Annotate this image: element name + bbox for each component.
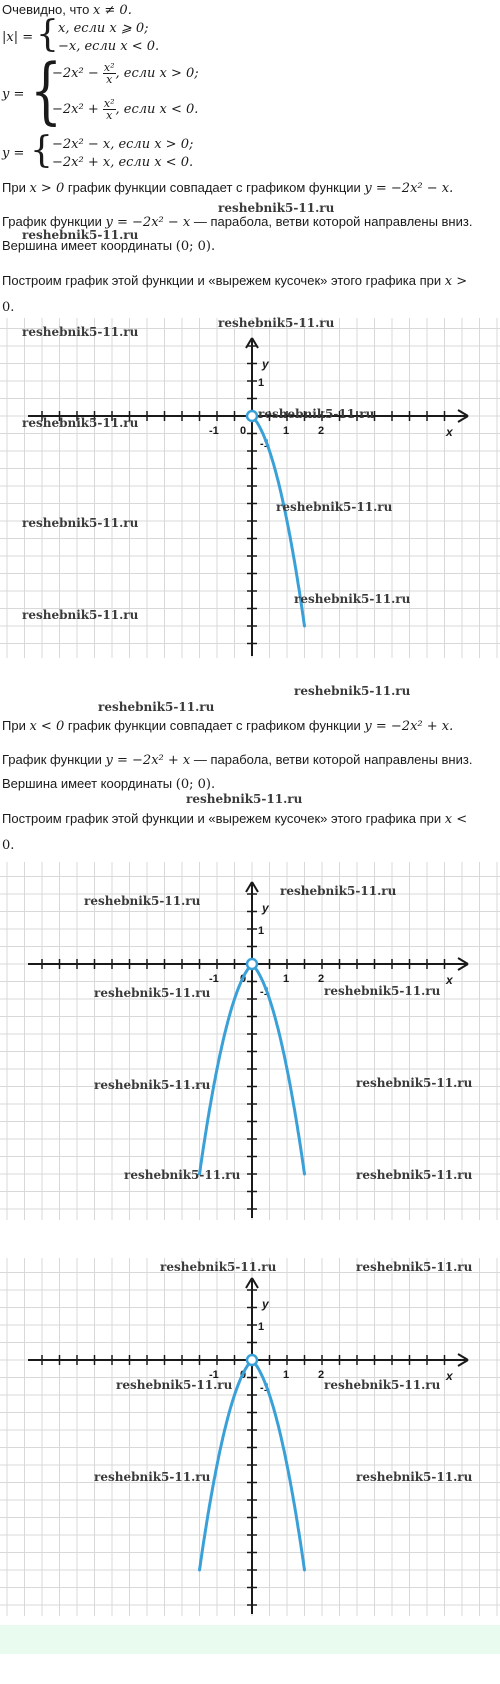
part1-line5: 0. [2, 300, 15, 315]
tick-label-y1: 1 [258, 377, 265, 389]
tick-label-neg1: -1 [209, 425, 219, 437]
tick-label-neg1: -1 [209, 973, 219, 985]
part1-line4: Построим график этой функции и «вырежем кусочек» этого графика при x > [2, 273, 468, 289]
system-1: y = { −2x² − $\frac{\text{x²}}{x}$ , если x > 0; −2x² + $\frac{\text{x²}}{x}$ , если x < 0. [2, 48, 199, 132]
watermark: reshebnik5-11.ru [94, 986, 211, 1000]
watermark: reshebnik5-11.ru [294, 684, 411, 698]
brace: { [30, 48, 63, 132]
watermark: reshebnik5-11.ru [280, 884, 397, 898]
watermark: reshebnik5-11.ru [356, 1076, 473, 1090]
graph-2-svg [0, 862, 500, 1220]
watermark: reshebnik5-11.ru [324, 1378, 441, 1392]
intro-line: Очевидно, что x ≠ 0. [2, 2, 132, 18]
part2-line1: При x < 0 график функции совпадает с графиком функции y = −2x² + x. [2, 718, 454, 734]
part2-line4: Построим график этой функции и «вырежем кусочек» этого графика при x < [2, 811, 468, 827]
graph-1 [0, 318, 500, 658]
watermark: reshebnik5-11.ru [324, 984, 441, 998]
watermark: reshebnik5-11.ru [276, 500, 393, 514]
watermark: reshebnik5-11.ru [160, 1260, 277, 1274]
tick-label-2: 2 [318, 1369, 325, 1381]
graph-3 [0, 1258, 500, 1616]
graph-3-svg [0, 1258, 500, 1616]
watermark: reshebnik5-11.ru [116, 1378, 233, 1392]
watermark: reshebnik5-11.ru [356, 1168, 473, 1182]
watermark: reshebnik5-11.ru [22, 416, 139, 430]
tick-label-yneg1: -1 [260, 1382, 270, 1394]
watermark: reshebnik5-11.ru [258, 407, 375, 421]
watermark: reshebnik5-11.ru [84, 894, 201, 908]
tick-label-1: 1 [283, 425, 290, 437]
watermark: reshebnik5-11.ru [98, 700, 215, 714]
tick-label-0: 0 [240, 1369, 247, 1381]
x-axis-name: x [446, 1369, 453, 1383]
tick-label-yneg1: -1 [260, 986, 270, 998]
watermark: reshebnik5-11.ru [94, 1078, 211, 1092]
brace: { [36, 14, 59, 55]
tick-label-yneg1: -1 [260, 438, 270, 450]
watermark: reshebnik5-11.ru [22, 325, 139, 339]
open-point [247, 959, 257, 969]
open-point [247, 411, 257, 421]
watermark: reshebnik5-11.ru [186, 792, 303, 806]
watermark: reshebnik5-11.ru [218, 201, 335, 215]
part2-line5: 0. [2, 838, 15, 853]
x-axis-name: x [446, 973, 453, 987]
tick-label-2: 2 [318, 425, 325, 437]
y-axis-name: y [262, 1297, 269, 1311]
watermark: reshebnik5-11.ru [124, 1168, 241, 1182]
tick-label-1: 1 [283, 1369, 290, 1381]
x-axis-name: x [446, 425, 453, 439]
watermark: reshebnik5-11.ru [94, 1470, 211, 1484]
tick-label-0: 0 [240, 425, 247, 437]
watermark: reshebnik5-11.ru [22, 608, 139, 622]
footer-band [0, 1625, 500, 1654]
watermark: reshebnik5-11.ru [356, 1260, 473, 1274]
part2-line3: Вершина имеет координаты (0; 0). [2, 776, 216, 792]
system-2: y = { −2x² − x, если x > 0; −2x² + x, если x < 0. [2, 130, 194, 171]
part1-line1: При x > 0 график функции совпадает с графиком функции y = −2x² − x. [2, 180, 454, 196]
y-axis-name: y [262, 357, 269, 371]
watermark: reshebnik5-11.ru [294, 592, 411, 606]
watermark: reshebnik5-11.ru [22, 228, 139, 242]
brace: { [30, 130, 53, 171]
tick-label-1: 1 [283, 973, 290, 985]
part1-line3: Вершина имеет координаты (0; 0). [2, 238, 216, 254]
tick-label-y1: 1 [258, 925, 265, 937]
tick-label-neg1: -1 [209, 1369, 219, 1381]
graph-1-svg [0, 318, 500, 658]
abs-definition: |x| = { x, если x ⩾ 0; −x, если x < 0. [2, 14, 160, 55]
watermark: reshebnik5-11.ru [218, 316, 335, 330]
watermark: reshebnik5-11.ru [356, 1470, 473, 1484]
graph-2 [0, 862, 500, 1220]
y-axis-name: y [262, 901, 269, 915]
part2-line2: График функции y = −2x² + x — парабола, ветви которой направлены вниз. [2, 752, 473, 768]
tick-label-0: 0 [240, 973, 247, 985]
tick-label-2: 2 [318, 973, 325, 985]
part1-line2: График функции y = −2x² − x — парабола, ветви которой направлены вниз. [2, 214, 473, 230]
watermark: reshebnik5-11.ru [22, 516, 139, 530]
tick-label-y1: 1 [258, 1321, 265, 1333]
open-point [247, 1355, 257, 1365]
